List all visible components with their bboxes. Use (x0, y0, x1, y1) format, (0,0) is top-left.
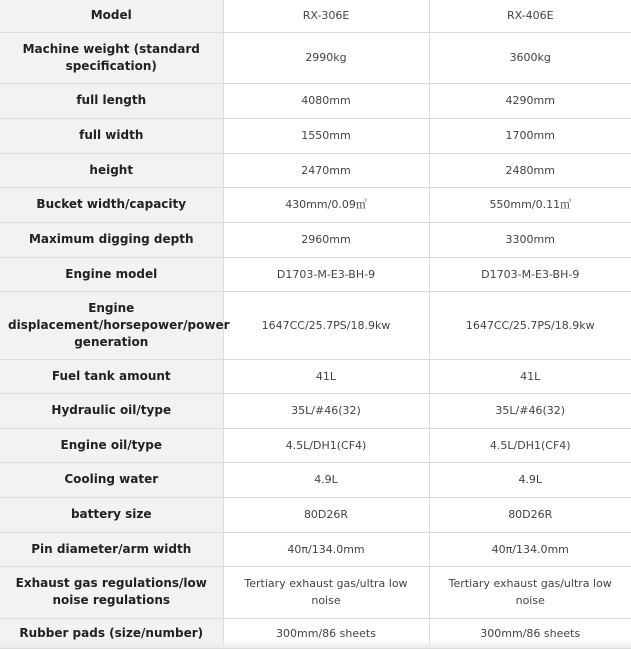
cell-value: RX-306E (223, 0, 429, 32)
table-row (0, 32, 631, 83)
cell-value: 4290mm (429, 83, 631, 118)
row-label: Hydraulic oil/type (0, 393, 223, 428)
table-row (0, 428, 631, 462)
cell-value: 300mm/86 sheets (223, 618, 429, 648)
row-label: height (0, 153, 223, 187)
row-label: Cooling water (0, 462, 223, 497)
cell-value: 430mm/0.09㎥ (223, 187, 429, 222)
row-label: Engine model (0, 257, 223, 291)
row-label: Rubber pads (size/number) (0, 618, 223, 648)
table-row (0, 83, 631, 118)
cell-value: 80D26R (223, 497, 429, 532)
cell-value: 80D26R (429, 497, 631, 532)
cell-value: 35L/#46(32) (223, 393, 429, 428)
row-label: Engine oil/type (0, 428, 223, 462)
cell-value: D1703-M-E3-BH-9 (429, 257, 631, 291)
cell-value: 35L/#46(32) (429, 393, 631, 428)
cell-value: 550mm/0.11㎥ (429, 187, 631, 222)
cell-value: 4080mm (223, 83, 429, 118)
cell-value: 2990kg (223, 32, 429, 83)
row-label: Maximum digging depth (0, 222, 223, 257)
row-label: Pin diameter/arm width (0, 532, 223, 566)
table-row (0, 618, 631, 648)
table-row (0, 153, 631, 187)
cell-value: 1550mm (223, 118, 429, 153)
table-row (0, 187, 631, 222)
cell-value: Tertiary exhaust gas/ultra low noise (223, 566, 429, 618)
cell-value: 1647CC/25.7PS/18.9kw (223, 291, 429, 359)
cell-value: 41L (429, 359, 631, 393)
table-row (0, 0, 631, 32)
cell-value: RX-406E (429, 0, 631, 32)
table-row (0, 359, 631, 393)
table-row (0, 497, 631, 532)
table-row (0, 291, 631, 359)
cell-value: 2480mm (429, 153, 631, 187)
cell-value: 4.5L/DH1(CF4) (223, 428, 429, 462)
cell-value: 1647CC/25.7PS/18.9kw (429, 291, 631, 359)
row-label: full length (0, 83, 223, 118)
cell-value: 41L (223, 359, 429, 393)
row-label: Exhaust gas regulations/low noise regulations (0, 566, 223, 618)
table-row (0, 118, 631, 153)
cell-value: 2960mm (223, 222, 429, 257)
table-row (0, 257, 631, 291)
cell-value: Tertiary exhaust gas/ultra low noise (429, 566, 631, 618)
table-row (0, 222, 631, 257)
table-row (0, 532, 631, 566)
row-label: Fuel tank amount (0, 359, 223, 393)
row-label: battery size (0, 497, 223, 532)
cell-value: D1703-M-E3-BH-9 (223, 257, 429, 291)
cell-value: 4.9L (223, 462, 429, 497)
cell-value: 3600kg (429, 32, 631, 83)
cell-value: 2470mm (223, 153, 429, 187)
cell-value: 1700mm (429, 118, 631, 153)
cell-value: 4.9L (429, 462, 631, 497)
row-label: Machine weight (standard specification) (0, 32, 223, 83)
row-label: Bucket width/capacity (0, 187, 223, 222)
table-row (0, 566, 631, 618)
table-row (0, 462, 631, 497)
row-label: full width (0, 118, 223, 153)
cell-value: 300mm/86 sheets (429, 618, 631, 648)
row-label: Model (0, 0, 223, 32)
cell-value: 4.5L/DH1(CF4) (429, 428, 631, 462)
cell-value: 40π/134.0mm (223, 532, 429, 566)
cell-value: 3300mm (429, 222, 631, 257)
row-label: Engine displacement/horsepower/power generation (0, 291, 223, 359)
cell-value: 40π/134.0mm (429, 532, 631, 566)
table-row (0, 393, 631, 428)
